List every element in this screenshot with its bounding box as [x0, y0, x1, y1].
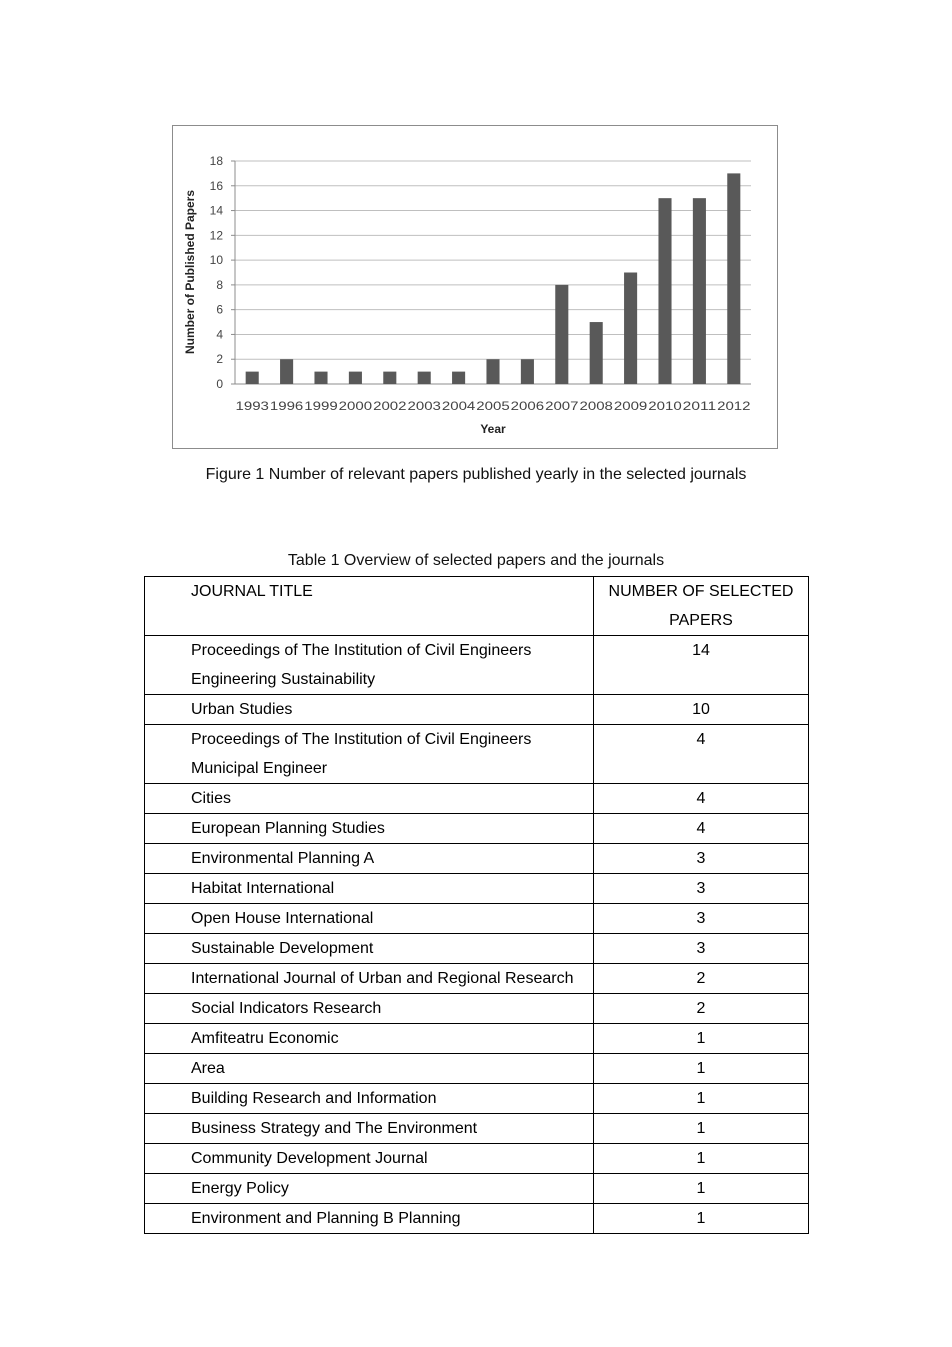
paper-count-cell: 3: [594, 844, 809, 874]
journal-title-cell: Energy Policy: [145, 1174, 594, 1204]
x-tick-label: 1999: [304, 399, 339, 413]
journal-title-cell: Sustainable Development: [145, 934, 594, 964]
journal-title-cell: Urban Studies: [145, 695, 594, 725]
table-row: [145, 1024, 809, 1054]
paper-count-cell: 3: [594, 934, 809, 964]
table-row: [145, 904, 809, 934]
x-tick-label: 1996: [269, 399, 304, 413]
x-tick-label: 2012: [717, 399, 751, 413]
y-tick-label: 6: [216, 302, 223, 317]
x-tick-label: 2011: [682, 399, 717, 413]
journal-title-cell: Cities: [145, 784, 594, 814]
paper-count-cell: 3: [594, 874, 809, 904]
paper-count-cell: 4: [594, 814, 809, 844]
table-row: [145, 784, 809, 814]
y-tick-label: 12: [209, 228, 223, 243]
paper-count-cell: 2: [594, 994, 809, 1024]
x-axis-ticks: [236, 399, 751, 413]
x-tick-label: 2008: [579, 399, 614, 413]
x-tick-label: 2004: [441, 399, 476, 413]
bar-2011: [693, 198, 706, 384]
journal-title-cell: Social Indicators Research: [145, 994, 594, 1024]
table-row: [145, 1114, 809, 1144]
x-tick-label: 2000: [338, 399, 373, 413]
journal-title-cell: Proceedings of The Institution of Civil Engineers Engineering Sustainability: [145, 636, 594, 695]
bar-2010: [658, 198, 671, 384]
paper-count-cell: 2: [594, 964, 809, 994]
table-row: [145, 844, 809, 874]
bar-2000: [349, 372, 362, 384]
bar-2012: [727, 173, 740, 384]
bar-1993: [246, 372, 259, 384]
header-journal-title: JOURNAL TITLE: [145, 577, 594, 636]
x-tick-label: 2005: [476, 399, 511, 413]
table-caption: Table 1 Overview of selected papers and the journals: [287, 552, 665, 569]
bar-chart-svg: [173, 126, 779, 450]
y-axis-title: Number of Published Papers: [183, 189, 197, 355]
table-row: [145, 1144, 809, 1174]
chart-bars: [246, 173, 741, 384]
table-row: [145, 636, 809, 695]
paper-count-cell: 1: [594, 1084, 809, 1114]
journal-title-cell: Proceedings of The Institution of Civil Engineers Municipal Engineer: [145, 725, 594, 784]
table-row: [145, 1054, 809, 1084]
table-body: [145, 636, 809, 1234]
bar-2007: [555, 285, 568, 384]
journal-title-cell: Open House International: [145, 904, 594, 934]
y-tick-label: 2: [216, 352, 223, 367]
x-tick-label: 1993: [235, 399, 270, 413]
paper-count-cell: 4: [594, 725, 809, 784]
header-number-of-papers: NUMBER OF SELECTED PAPERS: [594, 577, 809, 636]
journal-title-cell: Area: [145, 1054, 594, 1084]
table-row: [145, 964, 809, 994]
table-row: [145, 1204, 809, 1234]
table-header-row: [145, 577, 809, 636]
table-row: [145, 1174, 809, 1204]
paper-count-cell: 3: [594, 904, 809, 934]
journal-title-cell: Habitat International: [145, 874, 594, 904]
x-tick-label: 2007: [545, 399, 579, 413]
chart-gridlines: [231, 161, 751, 384]
bar-1996: [280, 359, 293, 384]
table-row: [145, 725, 809, 784]
paper-count-cell: 10: [594, 695, 809, 725]
table-row: [145, 874, 809, 904]
x-tick-label: 2003: [407, 399, 442, 413]
y-axis-ticks: [210, 154, 224, 391]
journal-title-cell: European Planning Studies: [145, 814, 594, 844]
figure-caption: Figure 1 Number of relevant papers published yearly in the selected journals: [205, 466, 747, 483]
paper-count-cell: 1: [594, 1144, 809, 1174]
bar-2003: [418, 372, 431, 384]
table-row: [145, 1084, 809, 1114]
y-tick-label: 0: [216, 377, 223, 391]
journal-title-cell: Business Strategy and The Environment: [145, 1114, 594, 1144]
x-tick-label: 2010: [648, 399, 683, 413]
table-row: [145, 934, 809, 964]
bar-2008: [590, 322, 603, 384]
table-row: [145, 695, 809, 725]
x-tick-label: 2009: [613, 399, 648, 413]
journal-table: [144, 576, 809, 1234]
paper-count-cell: 1: [594, 1114, 809, 1144]
paper-count-cell: 4: [594, 784, 809, 814]
bar-2006: [521, 359, 534, 384]
bar-2002: [383, 372, 396, 384]
paper-count-cell: 1: [594, 1054, 809, 1084]
table-row: [145, 994, 809, 1024]
x-tick-label: 2002: [373, 399, 407, 413]
y-tick-label: 10: [209, 253, 223, 268]
paper-count-cell: 1: [594, 1174, 809, 1204]
bar-2009: [624, 273, 637, 385]
paper-count-cell: 1: [594, 1024, 809, 1054]
figure-1-chart: [172, 125, 778, 449]
journal-title-cell: Environmental Planning A: [145, 844, 594, 874]
y-tick-label: 8: [216, 277, 223, 292]
journal-title-cell: International Journal of Urban and Regional Research: [145, 964, 594, 994]
y-tick-label: 16: [209, 178, 223, 193]
bar-1999: [314, 372, 327, 384]
bar-2005: [486, 359, 499, 384]
journal-title-cell: Environment and Planning B Planning: [145, 1204, 594, 1234]
bar-2004: [452, 372, 465, 384]
paper-count-cell: 14: [594, 636, 809, 695]
journal-title-cell: Amfiteatru Economic: [145, 1024, 594, 1054]
paper-count-cell: 1: [594, 1204, 809, 1234]
y-tick-label: 18: [209, 154, 223, 168]
journal-title-cell: Community Development Journal: [145, 1144, 594, 1174]
y-tick-label: 4: [216, 327, 223, 342]
x-axis-title: Year: [480, 422, 506, 436]
x-tick-label: 2006: [510, 399, 545, 413]
journal-title-cell: Building Research and Information: [145, 1084, 594, 1114]
y-tick-label: 14: [209, 203, 223, 218]
table-row: [145, 814, 809, 844]
